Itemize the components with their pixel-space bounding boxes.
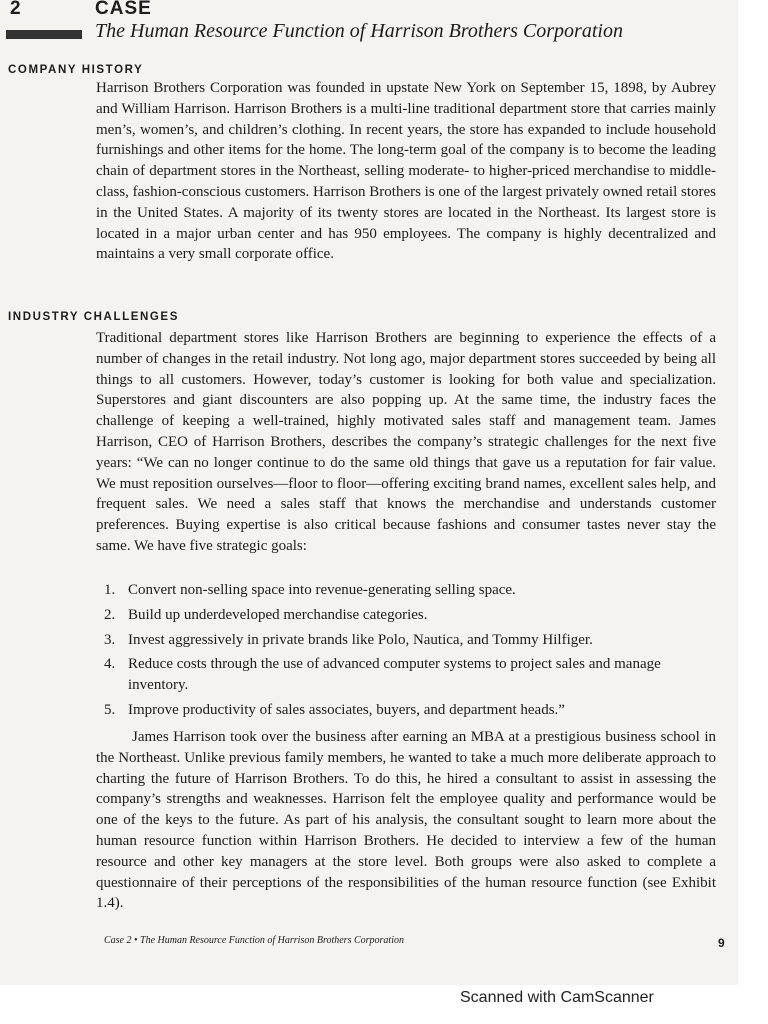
goal-number: 3. [104,631,116,648]
page-number: 9 [718,936,725,950]
industry-challenges-heading: INDUSTRY CHALLENGES [8,311,179,323]
goal-text: Improve productivity of sales associates, buyers, and department heads.” [128,701,565,718]
camscanner-watermark: Scanned with CamScanner [460,989,654,1006]
list-item [104,630,716,651]
strategic-goals-list [104,580,716,725]
goal-text: Reduce costs through the use of advanced computer systems to project sales and manage inventory. [128,656,661,694]
goal-text: Convert non-selling space into revenue-generating selling space. [128,582,516,598]
company-history-paragraph: Harrison Brothers Corporation was founded in upstate New York on September 15, 1898, by Aubrey and William Harrison. Harrison Brothers is a multi-line traditional department store that carries mainly men’s, women’s, and children’s clothing. In recent years, the store has expanded to include household furnishings and other items for the home. The long-term goal of the company is to become the leading chain of department stores in the Northeast, selling moderate- to higher-priced merchandise to middle-class, fashion-conscious customers. Harrison Brothers is one of the largest privately owned retail stores in the United States. A majority of its twenty stores are located in the Northeast. Its largest store is located in a major urban center and has 950 employees. The company is highly decentralized and maintains a very small corporate office. [96,80,716,263]
industry-challenges-paragraph: Traditional department stores like Harrison Brothers are beginning to experience the effects of a number of changes in the retail industry. Not long ago, major department stores succeeded by being all things to all customers. However, today’s customer is looking for both value and specialization. Superstores and giant discounters are also popping up. At the same time, the industry faces the challenge of keeping a well-trained, highly motivated sales staff and management team. James Harrison, CEO of Harrison Brothers, describes the company’s strategic challenges for the next five years: “We can no longer continue to do the same old things that gave us a reputation for fair value. We must reposition ourselves—floor to floor—offering exciting brand names, excellent sales help, and frequent sales. We need a sales staff that knows the merchandise and understands customer preferences. Buying expertise is also critical because fashions and consumer tastes never stay the same. We have five strategic goals: [96,330,716,554]
case-title: The Human Resource Function of Harrison Brothers Corporation [95,20,623,42]
company-history-heading: COMPANY HISTORY [8,64,144,76]
list-item [104,605,716,626]
case-header [0,0,738,46]
case-label: CASE [95,0,152,19]
case-header-bar [6,30,82,39]
list-item [104,580,716,601]
goal-number: 1. [104,582,116,598]
goal-text: Build up underdeveloped merchandise categories. [128,606,428,623]
goal-number: 4. [104,656,116,673]
consultant-paragraph: James Harrison took over the business after earning an MBA at a prestigious business school in the Northeast. Unlike previous family members, he wanted to take a much more deliberate approach to charting the future of Harrison Brothers. To do this, he hired a consultant to assist in assessing the company’s strengths and weaknesses. Harrison felt the employee quality and performance would be one of the keys to the future. As part of his analysis, the consultant sought to learn more about the human resource function within Harrison Brothers. He decided to interview a few of the human resource and other key managers at the store level. Both groups were also asked to complete a questionnaire of their perceptions of the responsibilities of the human resource function (see Exhibit 1.4). [96,729,716,912]
case-number: 2 [10,0,22,19]
list-item [104,654,716,696]
list-item [104,700,716,721]
running-footer-title: Case 2 • The Human Resource Function of Harrison Brothers Corporation [104,935,404,946]
goal-number: 2. [104,606,116,623]
goal-number: 5. [104,701,116,718]
goal-text: Invest aggressively in private brands like Polo, Nautica, and Tommy Hilfiger. [128,631,593,648]
